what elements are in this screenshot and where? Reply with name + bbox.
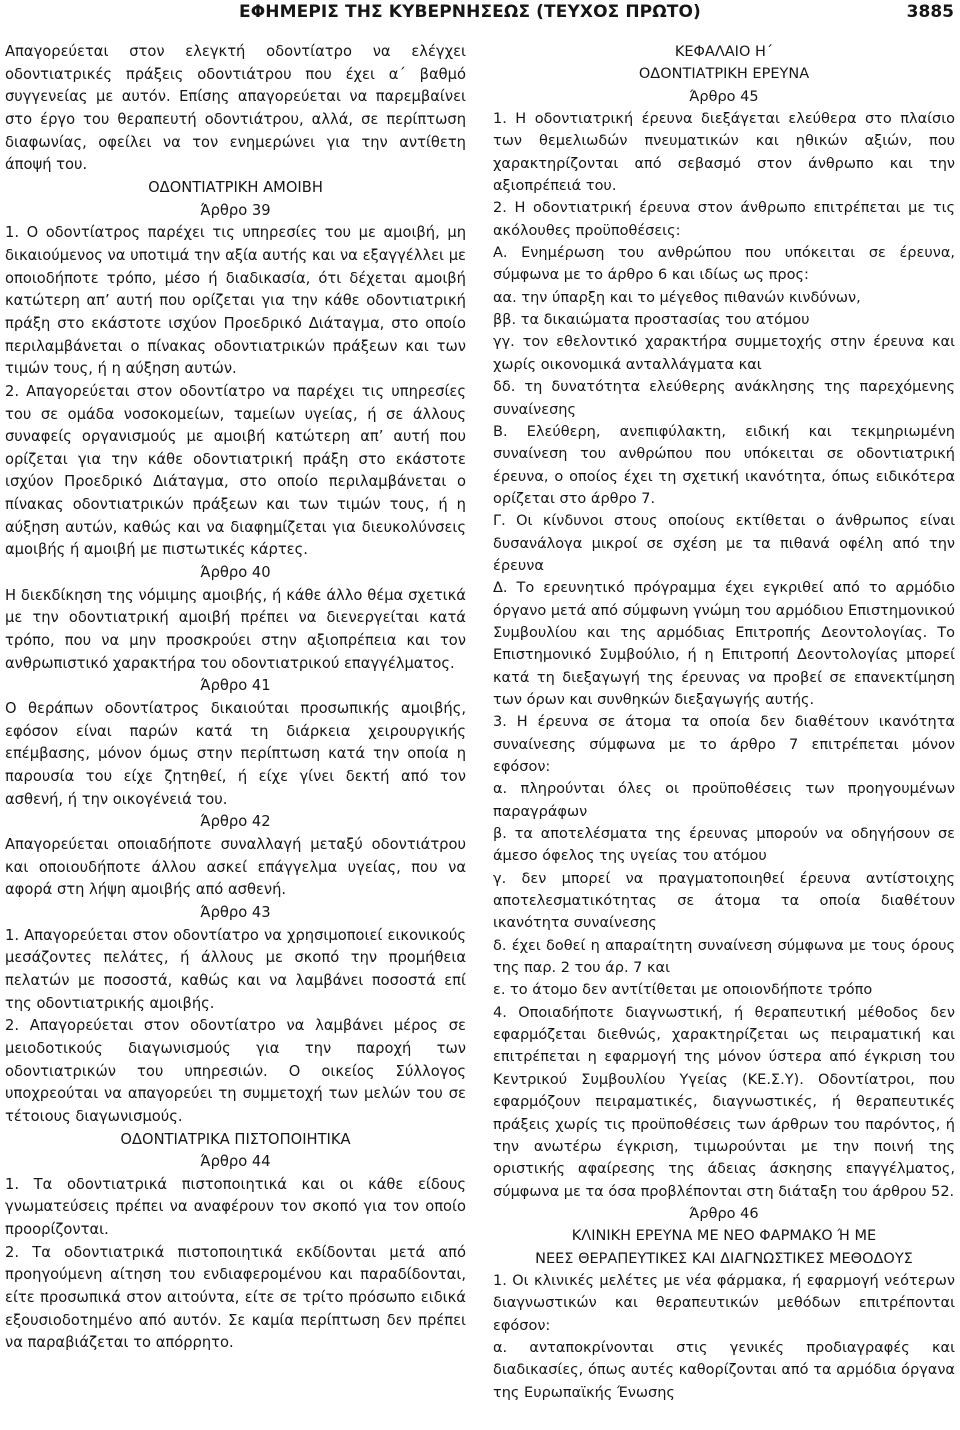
paragraph: 3. Η έρευνα σε άτομα τα οποία δεν διαθέτουν ικανότητα συναίνεσης σύμφωνα με το άρθρο 7 επιτρέπεται μόνον εφόσον: xyxy=(493,714,955,775)
section-heading: Άρθρο 45 xyxy=(689,88,759,105)
gazette-title: ΕΦΗΜΕΡΙΣ ΤΗΣ ΚΥΒΕΡΝΗΣΕΩΣ (ΤΕΥΧΟΣ ΠΡΩΤΟ) xyxy=(239,2,701,22)
section-heading: Άρθρο 41 xyxy=(200,677,271,695)
paragraph: Ο θεράπων οδοντίατρος δικαιούται προσωπικής αμοιβής, εφόσον είναι παρών κατά τη διάρκεια χειρουργικής επέμβασης, μόνον όμως στην περίπτωση κατά την οποία η παρουσία του είχε ζητηθεί, ή είχε γίνει δεκτή από τον ασθενή, ή την οικογένειά του. xyxy=(5,700,466,808)
paragraph: 2. Τα οδοντιατρικά πιστοποιητικά εκδίδονται μετά από προηγούμενη αίτηση του ενδιαφερομένου και παραδίδονται, είτε προσωπικά στον αιτούντα, είτε σε τρίτο πρόσωπο ειδικά εξουσιοδοτημένο από αυτόν. Σε καμία περίπτωση δεν πρέπει να παραβιάζεται το απόρρητο. xyxy=(5,1243,466,1352)
paragraph: 2. Η οδοντιατρική έρευνα στον άνθρωπο επιτρέπεται με τις ακόλουθες προϋποθέσεις: xyxy=(493,200,955,239)
section-heading: Άρθρο 46 xyxy=(689,1205,759,1222)
paragraph: γ. δεν μπορεί να πραγματοποιηθεί έρευνα αντίστοιχης αποτελεσματικότητας σε άτομα τα οποία διαθέτουν ικανότητα συναίνεσης xyxy=(493,870,955,932)
paragraph: 2. Απαγορεύεται στον οδοντίατρο να λαμβάνει μέρος σε μειοδοτικούς διαγωνισμούς για την παροχή των οδοντιατρικών του υπηρεσιών. Ο οικείος Σύλλογος υποχρεούται να απαγορεύει τη συμμετοχή των μελών του σε τέτοιους διαγωνισμούς. xyxy=(5,1017,466,1125)
paragraph: Απαγορεύεται οποιαδήποτε συναλλαγή μεταξύ οδοντιάτρου και οποιουδήποτε άλλου ασκεί επάγγελμα υγείας, που να αφορά στη λήψη αμοιβής από ασθενή. xyxy=(5,835,466,899)
paragraph: α. πληρούνται όλες οι προϋποθέσεις των προηγουμένων παραγράφων xyxy=(493,781,955,820)
page-number: 3885 xyxy=(906,2,954,22)
right-column xyxy=(493,41,955,1404)
section-heading: Άρθρο 39 xyxy=(200,201,271,219)
paragraph: γγ. τον εθελοντικό χαρακτήρα συμμετοχής στην έρευνα και χωρίς οικονομικά ανταλλάγματα και xyxy=(493,334,955,373)
section-heading: Άρθρο 43 xyxy=(200,903,271,921)
paragraph: ββ. τα δικαιώματα προστασίας του ατόμου xyxy=(493,312,810,329)
paragraph: Δ. Το ερευνητικό πρόγραμμα έχει εγκριθεί από το αρμόδιο όργανο μετά από σύμφωνη γνώμη του αρμόδιου Επιστημονικού Συμβουλίου και της αρμόδιας Επιτροπής Δεοντολογίας. Το Επιστημονικό Συμβούλιο, ή η Επιτροπή Δεοντολογίας μπορεί κατά τη διεξαγωγή της έρευνας να προβεί σε επανεκτίμηση των όρων και συνθηκών διεξαγωγής αυτής. xyxy=(493,580,955,708)
paragraph: ε. το άτομο δεν αντίτίθεται με οποιονδήποτε τρόπο xyxy=(493,982,873,999)
paragraph: 1. Η οδοντιατρική έρευνα διεξάγεται ελεύθερα στο πλαίσιο των θεμελιωδών πνευματικών και ηθικών αξιών, που χαρακτηρίζονται από σεβασμό στον άνθρωπο και την αξιοπρέπειά του. xyxy=(493,111,955,195)
paragraph: α. ανταποκρίνονται στις γενικές προδιαγραφές και διαδικασίες, όπως αυτές καθορίζονται από τα αρμόδια όργανα της Ευρωπαϊκής Ένωσης xyxy=(493,1339,955,1401)
left-column xyxy=(5,41,466,1355)
paragraph: δ. έχει δοθεί η απαραίτητη συναίνεση σύμφωνα με τους όρους της παρ. 2 του άρ. 7 και xyxy=(493,937,955,977)
paragraph: Απαγορεύεται στον ελεγκτή οδοντίατρο να ελέγχει οδοντιατρικές πράξεις οδοντιάτρου που έχει α΄ βαθμό συγγενείας με αυτόν. Επίσης απαγορεύεται να παρεμβαίνει στο έργο του θεραπευτή οδοντιάτρου, αλλά, σε περίπτωση διαφωνίας, οφείλει να τον ενημερώνει για την αντίθετη άποψή του. xyxy=(5,43,466,174)
paragraph: 2. Απαγορεύεται στον οδοντίατρο να παρέχει τις υπηρεσίες του σε ομάδα νοσοκομείων, ταμείων υγείας, ή σε άλλους συναφείς οργανισμούς με αμοιβή κατώτερη απ’ αυτή που ορίζεται για την κάθε οδοντιατρική πράξη στο εκάστοτε ισχύον Προεδρικό Διάταγμα, στο οποίο περιλαμβάνεται ο πίνακας οδοντιατρικών πράξεων και των τιμών τους, ή η αύξηση αυτών, καθώς και να διαφημίζεται για διευκολύνσεις αμοιβής ή αμοιβή με πιστωτικές κάρτες. xyxy=(5,382,466,559)
paragraph: Γ. Οι κίνδυνοι στους οποίους εκτίθεται ο άνθρωπος είναι δυσανάλογα μικροί σε σχέση με τα πιθανά οφέλη από την έρευνα xyxy=(493,513,955,574)
paragraph: Α. Ενημέρωση του ανθρώπου που υπόκειται σε έρευνα, σύμφωνα με το άρθρο 6 και ιδίως ως προς: xyxy=(493,245,955,284)
page-header xyxy=(0,0,960,30)
paragraph: 4. Οποιαδήποτε διαγνωστική, ή θεραπευτική μέθοδος δεν εφαρμόζεται διεθνώς, χαρακτηρίζεται ως πειραματική και επιτρέπεται η εφαρμογή της μόνον ύστερα από έγκριση του Κεντρικού Συμβουλίου Υγείας (ΚΕ.Σ.Υ). Οδοντίατροι, που εφαρμόζουν πειραματικές, διαγνωστικές, ή θεραπευτικές πράξεις χωρίς τις προϋποθέσεις των άρθρων του παρόντος, ή την ανωτέρω έγκριση, τιμωρούνται με την ποινή της οριστικής αφαίρεσης της άδειας άσκησης επαγγέλματος, σύμφωνα με τα όσα προβλέπονται στη διάταξη του άρθρου 52. xyxy=(493,1004,955,1200)
paragraph: β. τα αποτελέσματα της έρευνας μπορούν να οδηγήσουν σε άμεσο όφελος της υγείας του ατόμου xyxy=(493,826,955,865)
section-heading: Άρθρο 40 xyxy=(200,564,271,582)
paragraph: 1. Τα οδοντιατρικά πιστοποιητικά και οι κάθε είδους γνωματεύσεις πρέπει να αναφέρουν τον σκοπό για τον οποίο προορίζονται. xyxy=(5,1175,466,1239)
section-heading: ΚΛΙΝΙΚΗ ΕΡΕΥΝΑ ΜΕ ΝΕΟ ΦΑΡΜΑΚΟ Ή ΜΕ ΝΕΕΣ ΘΕΡΑΠΕΥΤΙΚΕΣ ΚΑΙ ΔΙΑΓΝΩΣΤΙΚΕΣ ΜΕΘΟΔΟΥΣ xyxy=(535,1228,913,1267)
paragraph: 1. Ο οδοντίατρος παρέχει τις υπηρεσίες του με αμοιβή, μη δικαιούμενος να υποτιμά την αξία αυτής και να εξαγγέλλει με οποιοδήποτε τρόπο, μέσο ή διαδικασία, ότι δέχεται αμοιβή κατώτερη απ’ αυτή που ορίζεται για την κάθε οδοντιατρική πράξη στο εκάστοτε ισχύον Προεδρικό Διάταγμα, στο οποίο περιλαμβάνεται ο πίνακας οδοντιατρικών πράξεων και των τιμών τους, ή η αύξηση αυτών. xyxy=(5,224,466,378)
section-heading: ΚΕΦΑΛΑΙΟ Η΄ xyxy=(674,44,774,60)
paragraph: Β. Ελεύθερη, ανεπιφύλακτη, ειδική και τεκμηριωμένη συναίνεση του ανθρώπου που υπόκειται σε οδοντιατρική έρευνα, ο οποίος έχει τη σχετική ικανότητα, όπως ειδικότερα ορίζεται στο άρθρο 7. xyxy=(493,423,955,507)
paragraph: 1. Οι κλινικές μελέτες με νέα φάρμακα, ή εφαρμογή νεότερων διαγνωστικών και θεραπευτικών μεθόδων επιτρέπονται εφόσον: xyxy=(493,1272,955,1334)
section-heading: Άρθρο 42 xyxy=(200,813,271,831)
section-heading: ΟΔΟΝΤΙΑΤΡΙΚΑ ΠΙΣΤΟΠΟΙΗΤΙΚΑ xyxy=(120,1130,351,1148)
section-heading: ΟΔΟΝΤΙΑΤΡΙΚΗ ΑΜΟΙΒΗ xyxy=(148,178,323,196)
paragraph: δδ. τη δυνατότητα ελεύθερης ανάκλησης της παρεχόμενης συναίνεσης xyxy=(493,379,955,418)
section-heading: ΟΔΟΝΤΙΑΤΡΙΚΗ ΕΡΕΥΝΑ xyxy=(638,66,810,83)
paragraph: Η διεκδίκηση της νόμιμης αμοιβής, ή κάθε άλλο θέμα σχετικά με την οδοντιατρική αμοιβή πρέπει να διενεργείται κατά τρόπο, που να μην προσκρούει στην αξιοπρέπεια και τον ανθρωπιστικό χαρακτήρα του οδοντιατρικού επαγγέλματος. xyxy=(5,586,466,672)
paragraph: αα. την ύπαρξη και το μέγεθος πιθανών κινδύνων, xyxy=(493,289,861,306)
section-heading: Άρθρο 44 xyxy=(200,1153,271,1171)
paragraph: 1. Απαγορεύεται στον οδοντίατρο να χρησιμοποιεί εικονικούς μεσάζοντες πελάτες, ή άλλους με σκοπό την προμήθεια πελατών με ποσοστά, καθώς και να λαμβάνει ποσοστά επί της οδοντιατρικής αμοιβής. xyxy=(5,926,466,1012)
